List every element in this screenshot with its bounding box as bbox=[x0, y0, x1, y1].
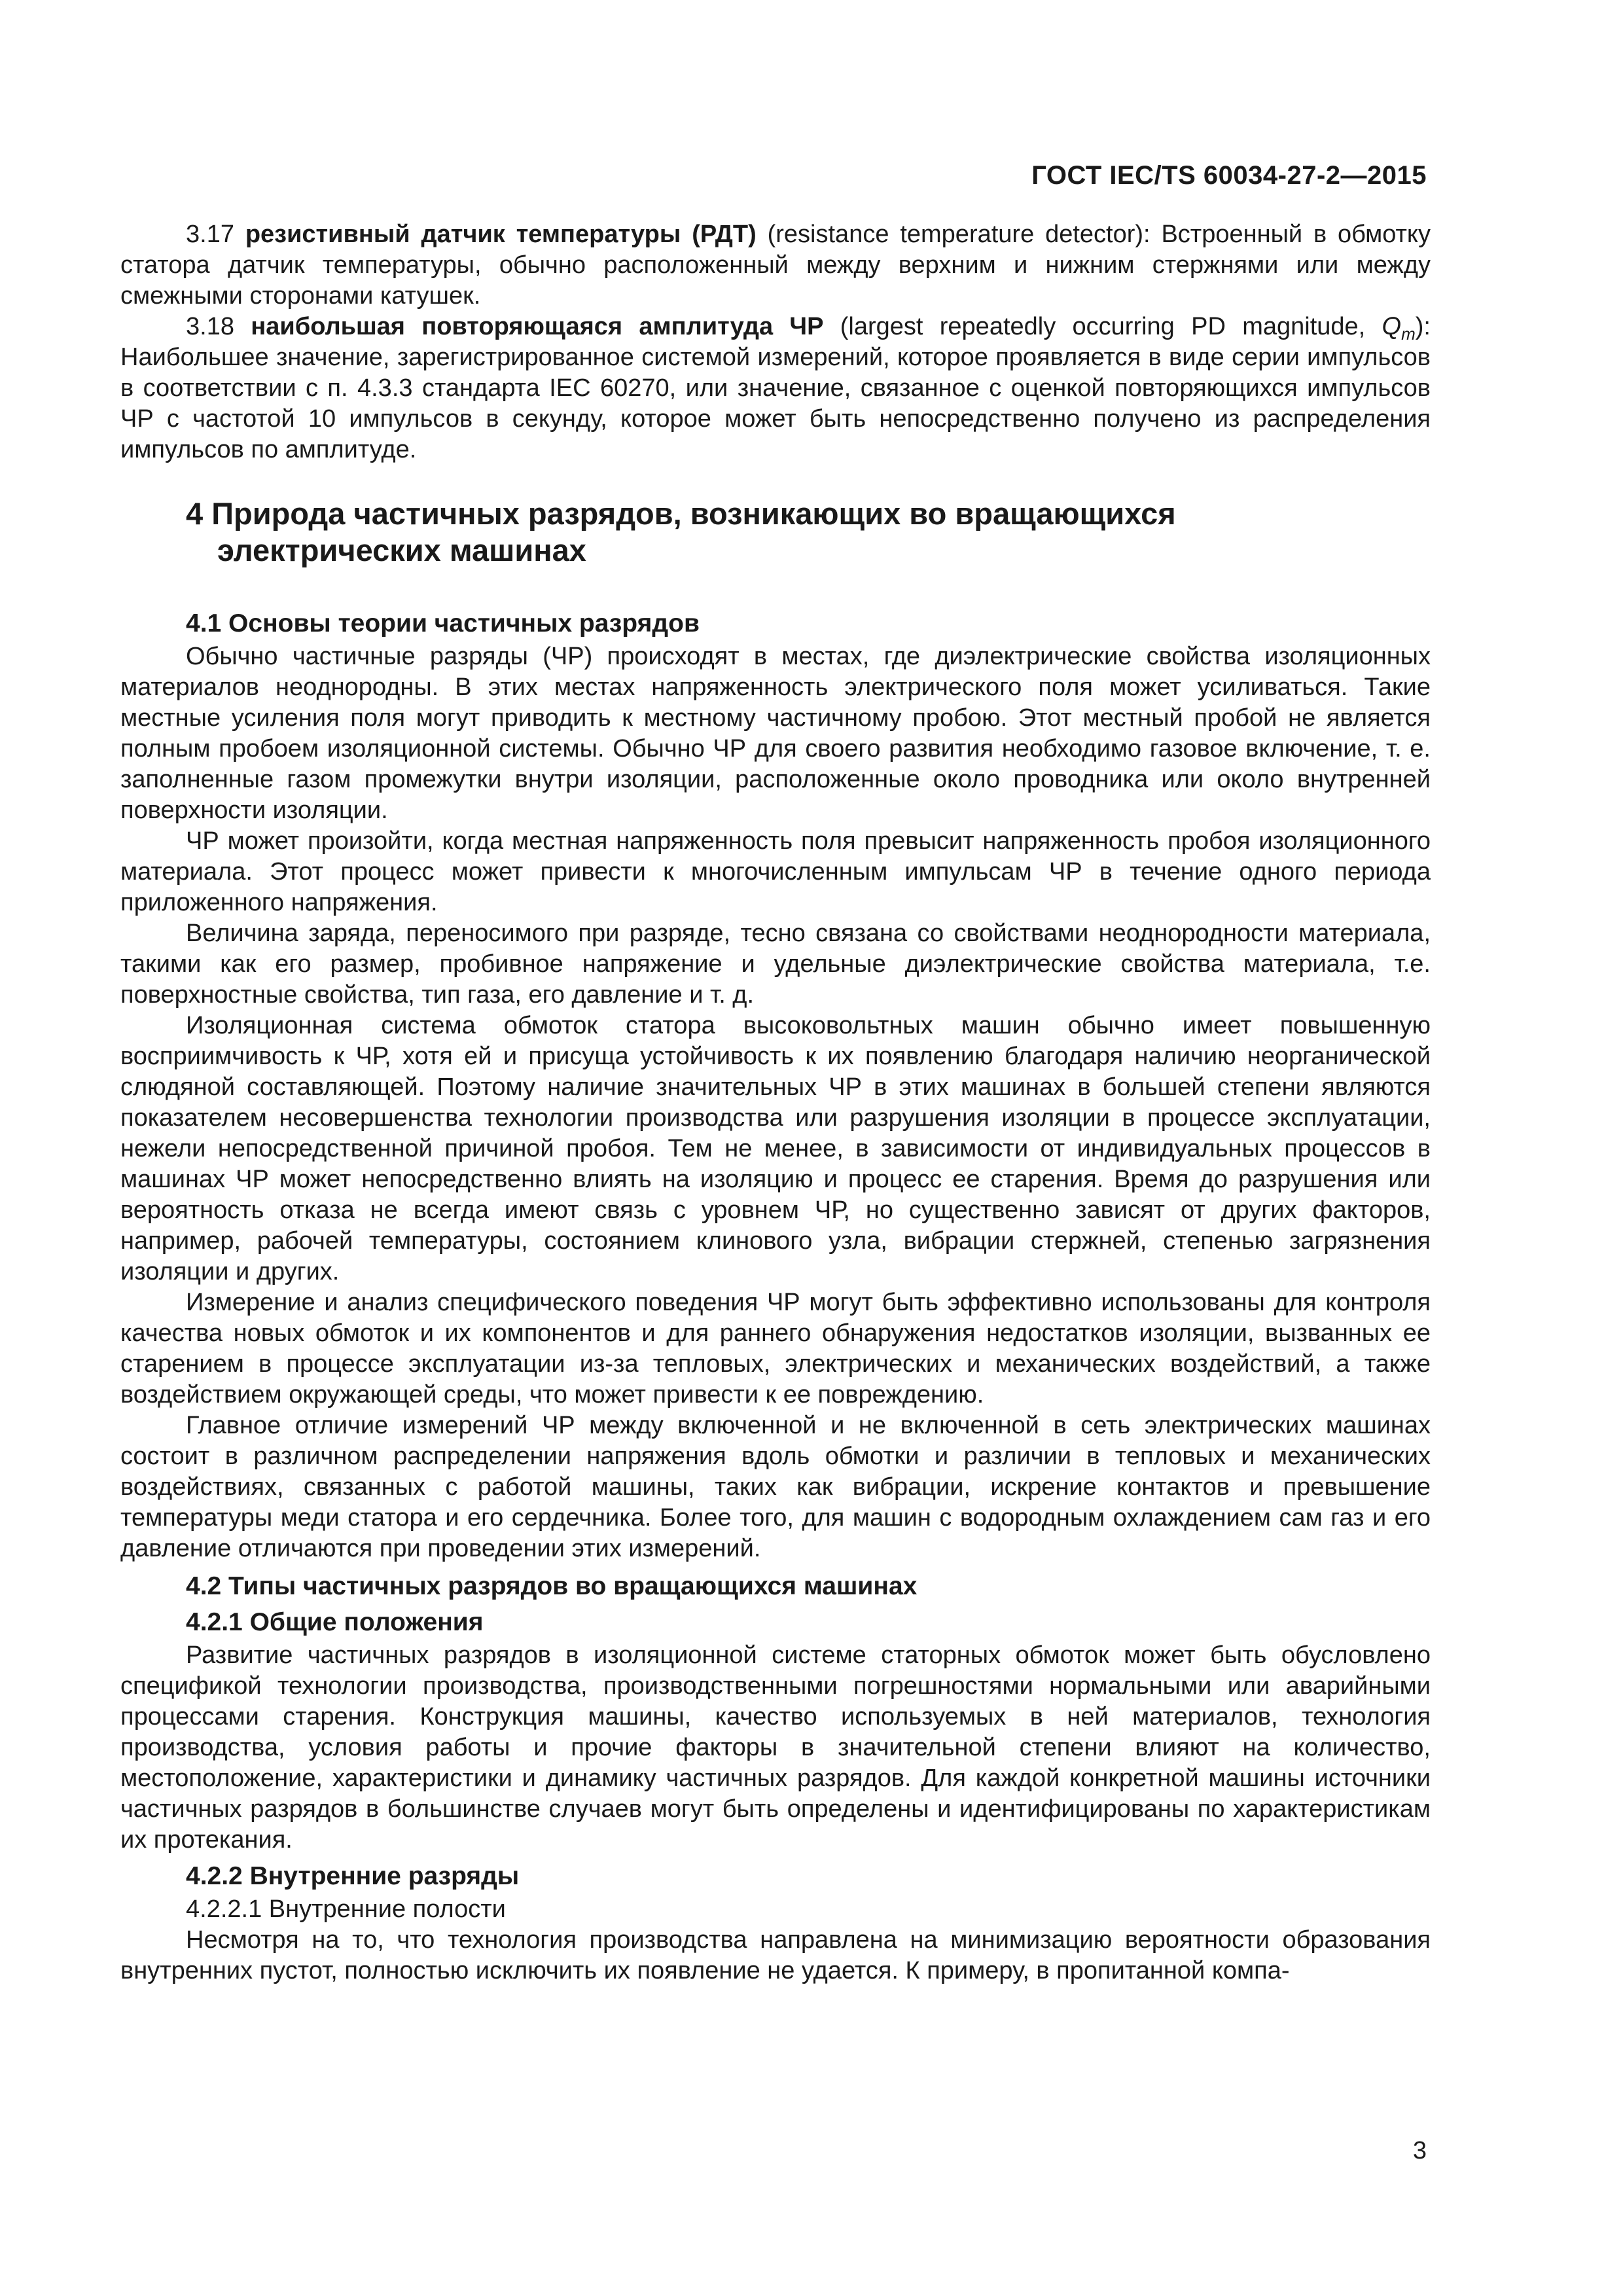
section-title-line: электрических машинах bbox=[217, 533, 586, 567]
subsection-4-2-2-1-title: 4.2.2.1 Внутренние полости bbox=[186, 1895, 506, 1923]
definition-text: ): Наибольшее значение, зарегистрированное системой измерений, которое проявляется в виде серии импульсов в соответствии с п. 4.3.3 стандарта IEC 60270, или значение, связанное с оценкой повторяющихся импульсов ЧР с частотой 10 импульсов в секунду, которое может быть непосредственно получено из распределения импульсов по амплитуде. bbox=[120, 313, 1431, 463]
paragraph: Развитие частичных разрядов в изоляционной системе статорных обмоток может быть обусловлено спецификой технологии производства, производственными погрешностями нормальными или аварийными процессами старения. Конструкция машины, качество используемых в ней материалов, технология производства, условия работы и прочие факторы в значительной степени влияют на количество, местоположение, характеристики и динамику частичных разрядов. Для каждой конкретной машины источники частичных разрядов в большинстве случаев могут быть определены и идентифицированы по характеристикам их протекания. bbox=[120, 1641, 1431, 1854]
term: наибольшая повторяющаяся амплитуда ЧР bbox=[251, 313, 824, 340]
subsection-4-1-title: 4.1 Основы теории частичных разрядов bbox=[186, 609, 700, 637]
paragraph: ЧР может произойти, когда местная напряженность поля превысит напряженность пробоя изоляционного материала. Этот процесс может привести к многочисленным импульсам ЧР в течение одного периода приложенного напряжения. bbox=[120, 827, 1431, 916]
definition-3-17 bbox=[120, 219, 1431, 312]
paragraph: Обычно частичные разряды (ЧР) происходят в местах, где диэлектрические свойства изоляционных материалов неоднородны. В этих местах напряженность электрического поля может усиливаться. Такие местные усиления поля могут приводить к местному частичному пробою. Этот местный пробой не является полным пробоем изоляционной системы. Обычно ЧР для своего развития необходимо газовое включение, т. е. заполненные газом промежутки внутри изоляции, расположенные около проводника или около внутренней поверхности изоляции. bbox=[120, 643, 1431, 824]
term: резистивный датчик температуры (РДТ) bbox=[245, 221, 757, 248]
paragraph: Величина заряда, переносимого при разряде, тесно связана со свойствами неоднородности материала, такими как его размер, пробивное напряжение и удельные диэлектрические свойства материала, т.е. поверхностные свойства, тип газа, его давление и т. д. bbox=[120, 920, 1431, 1009]
section-4-title bbox=[120, 495, 1431, 569]
paragraph: Несмотря на то, что технология производства направлена на минимизацию вероятности образования внутренних пустот, полностью исключить их появление не удается. К примеру, в пропитанной компа- bbox=[120, 1926, 1431, 1984]
subsection-4-2-2-title: 4.2.2 Внутренние разряды bbox=[186, 1862, 520, 1890]
symbol-subscript: m bbox=[1401, 324, 1416, 344]
subsection-4-2-1-title: 4.2.1 Общие положения bbox=[186, 1608, 484, 1636]
paragraph: Измерение и анализ специфического поведения ЧР могут быть эффективно использованы для контроля качества новых обмоток и их компонентов и для раннего обнаружения недостатков изоляции, вызванных ее старением в процессе эксплуатации из-за тепловых, электрических и механических воздействий, а также воздействием окружающей среды, что может привести к ее повреждению. bbox=[120, 1289, 1431, 1408]
clause-number: 3.18 bbox=[186, 313, 251, 340]
term-english: (largest repeatedly occurring PD magnitude, bbox=[823, 313, 1382, 340]
subsection-4-2-title: 4.2 Типы частичных разрядов во вращающихся машинах bbox=[186, 1572, 918, 1600]
symbol: Q bbox=[1382, 313, 1402, 340]
document-header: ГОСТ IEC/TS 60034-27-2—2015 bbox=[1031, 161, 1427, 190]
definition-3-18 bbox=[120, 312, 1431, 465]
paragraph: Главное отличие измерений ЧР между включенной и не включенной в сеть электрических машинах состоит в различном распределении напряжения вдоль обмотки и различии в тепловых и механических воздействиях, связанных с работой машины, таких как вибрации, искрение контактов и превышение температуры меди статора и его сердечника. Более того, для машин с водородным охлаждением сам газ и его давление отличаются при проведении этих измерений. bbox=[120, 1412, 1431, 1562]
paragraph: Изоляционная система обмоток статора высоковольтных машин обычно имеет повышенную восприимчивость к ЧР, хотя ей и присуща устойчивость к их появлению благодаря наличию неорганической слюдяной составляющей. Поэтому наличие значительных ЧР в этих машинах в большей степени являются показателем несовершенства технологии производства или разрушения изоляции в процессе эксплуатации, нежели непосредственной причиной пробоя. Тем не менее, в зависимости от индивидуальных процессов в машинах ЧР может непосредственно влиять на изоляцию и процесс ее старения. Время до разрушения или вероятность отказа не всегда имеют связь с уровнем ЧР, но существенно зависят от других факторов, например, рабочей температуры, состоянием клинового узла, вибрации стержней, степенью загрязнения изоляции и других. bbox=[120, 1012, 1431, 1285]
section-title-line: 4 Природа частичных разрядов, возникающих во вращающихся bbox=[186, 496, 1176, 531]
definition-text: (resistance temperature detector): Встроенный в обмотку статора датчик температуры, обычно расположенный между верхним и нижним стержнями или между смежными сторонами катушек. bbox=[120, 221, 1431, 310]
clause-number: 3.17 bbox=[186, 221, 245, 248]
document-body bbox=[120, 219, 1431, 1986]
page-number: 3 bbox=[1412, 2137, 1427, 2164]
